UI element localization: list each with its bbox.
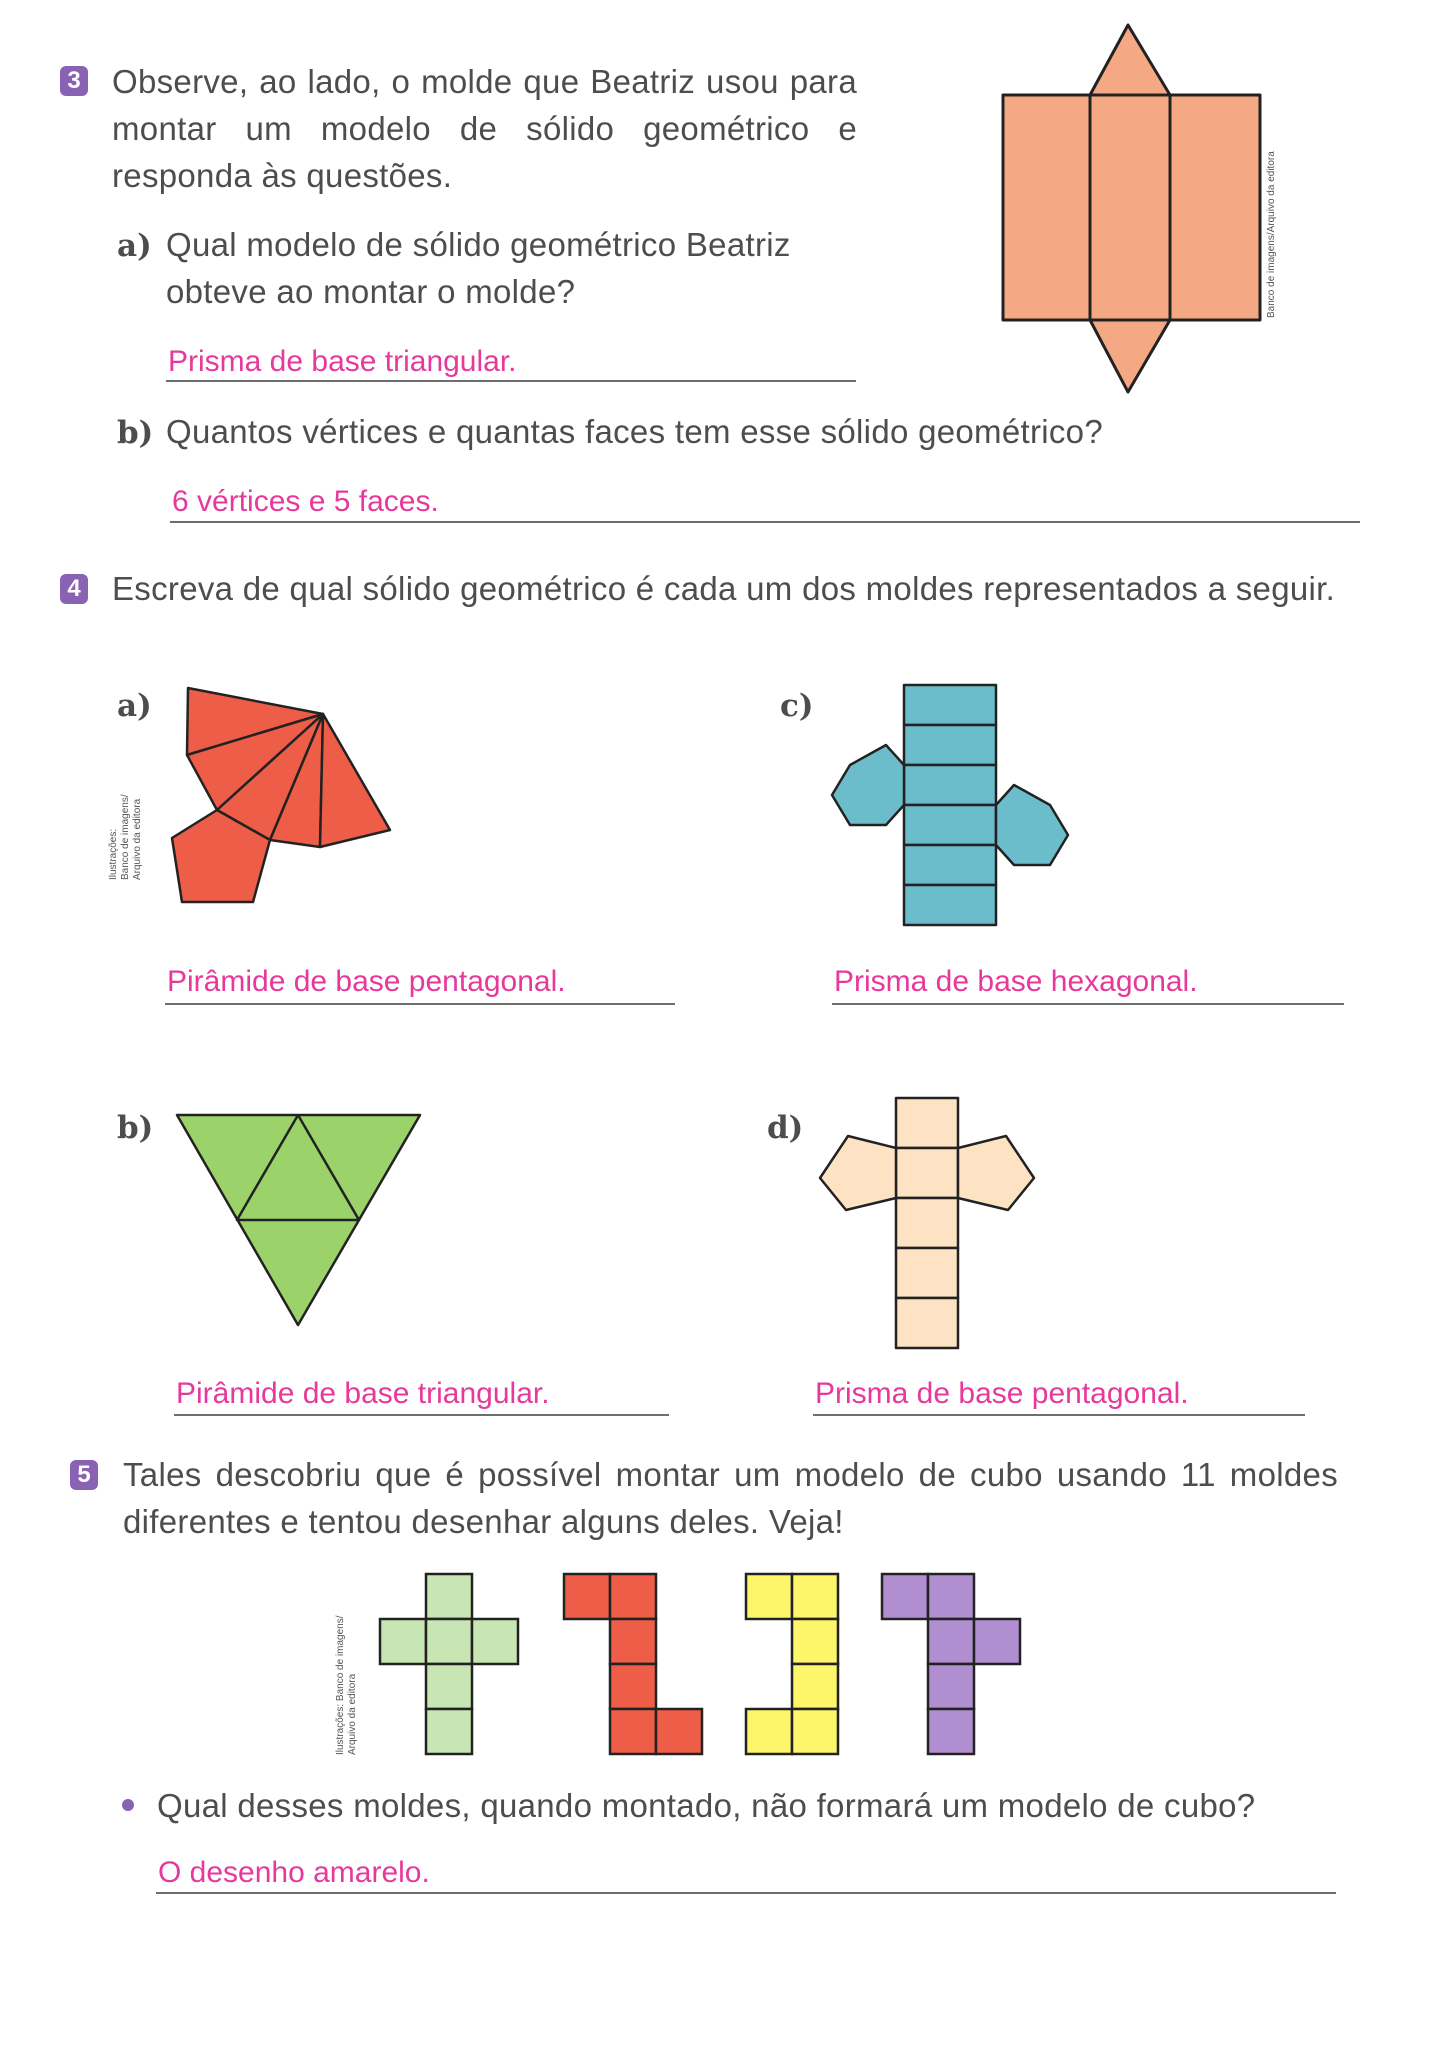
answer-line-4c [832, 1003, 1344, 1005]
question-4a-answer: Pirâmide de base pentagonal. [167, 965, 566, 998]
answer-line-3a [166, 380, 856, 382]
question-4d-letter: d) [767, 1110, 804, 1146]
answer-line-4d [813, 1414, 1305, 1416]
question-4-prompt: Escreva de qual sólido geométrico é cada um dos moldes representados a seguir. [112, 570, 1336, 607]
question-4-badge: 4 [60, 574, 88, 604]
cube-net-red [562, 1572, 707, 1757]
pentagonal-prism-net [818, 1096, 1038, 1351]
question-5-badge: 5 [70, 1460, 98, 1490]
answer-line-5 [156, 1892, 1336, 1894]
cube-net-purple [880, 1572, 1025, 1757]
cube-net-yellow [744, 1572, 844, 1757]
question-3b-letter: b) [117, 415, 154, 451]
question-3b-answer: 6 vértices e 5 faces. [172, 485, 439, 518]
answer-line-4b [174, 1414, 669, 1416]
question-4d-answer: Prisma de base pentagonal. [815, 1377, 1189, 1410]
hexagonal-prism-net [830, 683, 1070, 928]
question-3a-letter: a) [117, 228, 152, 264]
answer-line-4a [165, 1003, 675, 1005]
triangular-pyramid-net [175, 1112, 425, 1332]
question-3-badge: 3 [60, 66, 88, 96]
question-4b-answer: Pirâmide de base triangular. [176, 1377, 550, 1410]
question-4a-letter: a) [117, 688, 152, 724]
question-3-prompt: Observe, ao lado, o molde que Beatriz usou para montar um modelo de sólido geométrico e responda às questões. [112, 63, 857, 194]
question-5-answer: O desenho amarelo. [158, 1856, 430, 1889]
pentagonal-pyramid-net [170, 680, 395, 915]
question-3a-text: Qual modelo de sólido geométrico Beatriz obteve ao montar o molde? [166, 226, 791, 310]
question-4c-answer: Prisma de base hexagonal. [834, 965, 1198, 998]
answer-line-3b [170, 521, 1360, 523]
cube-net-green [378, 1572, 523, 1757]
figure-credit-q3: Banco de imagens/Arquivo da editora [1266, 151, 1277, 318]
question-5-prompt: Tales descobriu que é possível montar um modelo de cubo usando 11 moldes diferentes e tentou desenhar alguns deles. Veja! [123, 1456, 1338, 1540]
question-5-bullet-question: Qual desses moldes, quando montado, não formará um modelo de cubo? [157, 1787, 1256, 1824]
question-3a-answer: Prisma de base triangular. [168, 345, 517, 378]
question-4b-letter: b) [117, 1110, 154, 1146]
bullet-dot [122, 1799, 134, 1811]
question-4c-letter: c) [780, 688, 814, 724]
triangular-prism-net [1000, 22, 1265, 397]
question-3b-text: Quantos vértices e quantas faces tem esse sólido geométrico? [166, 413, 1103, 450]
